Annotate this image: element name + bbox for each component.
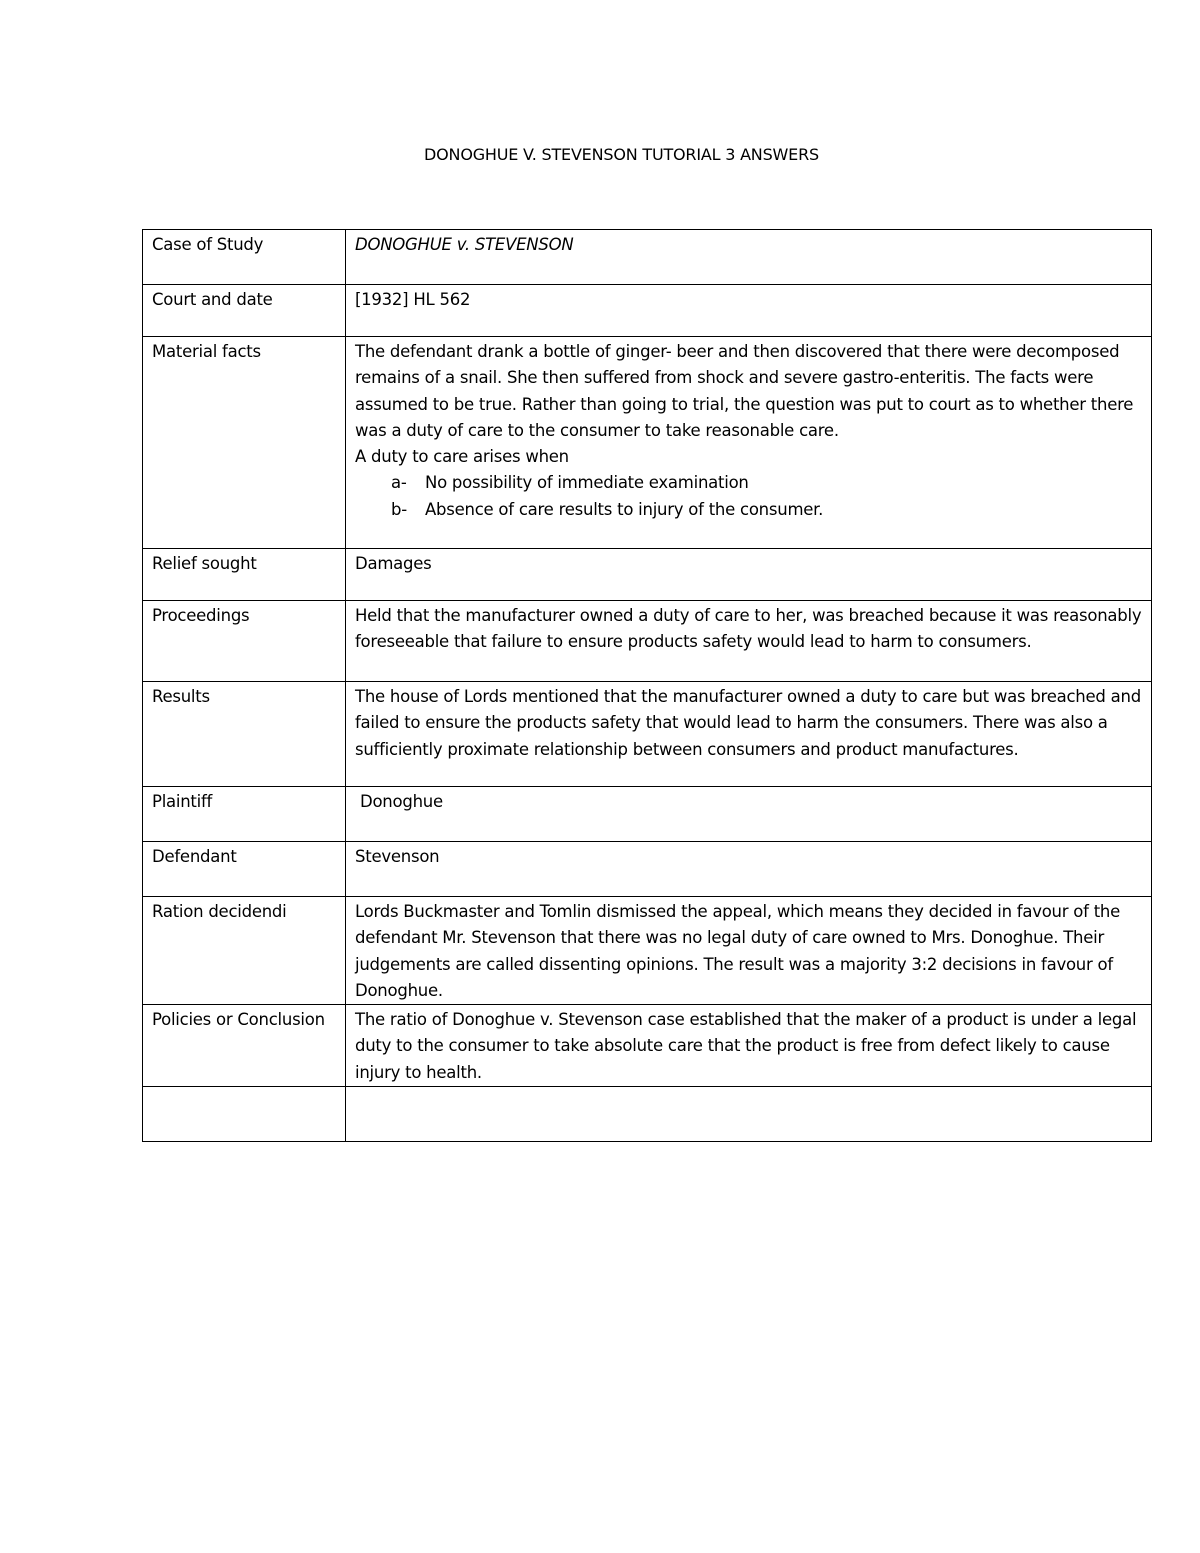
row-value: The defendant drank a bottle of ginger- beer and then discovered that there were decomposed remains of a snail. She then suffered from shock and severe gastro-enteritis. The facts were assumed to be true. Rather than going to trial, the question was put to court as to whether there was a duty of care to the consumer to take reasonable care. [355,342,1134,440]
row-label: Material facts [143,337,346,549]
row-value: Held that the manufacturer owned a duty of care to her, was breached because it was reasonably foreseeable that failure to ensure products safety would lead to harm to consumers. [346,601,1152,682]
table-row-case-of-study [143,230,1152,285]
table-row-results [143,682,1152,787]
row-value [346,1087,1152,1142]
list-item [355,470,1142,496]
list-marker: a- [391,473,407,493]
table-row-relief-sought [143,549,1152,601]
row-label: Ration decidendi [143,897,346,1005]
row-label: Plaintiff [143,787,346,842]
criteria-list [355,470,1142,523]
list-item-text: No possibility of immediate examination [425,473,749,493]
row-label: Defendant [143,842,346,897]
table-row-empty [143,1087,1152,1142]
table-row-proceedings [143,601,1152,682]
row-value: Stevenson [346,842,1152,897]
row-value: The ratio of Donoghue v. Stevenson case established that the maker of a product is under a legal duty to the consumer to take absolute care that the product is free from defect likely to cause injury to health. [346,1005,1152,1087]
row-value: Lords Buckmaster and Tomlin dismissed the appeal, which means they decided in favour of the defendant Mr. Stevenson that there was no legal duty of care owned to Mrs. Donoghue. Their judgements are called dissenting opinions. The result was a majority 3:2 decisions in favour of Donoghue. [346,897,1152,1005]
row-value: [1932] HL 562 [346,285,1152,337]
row-value: Donoghue [346,787,1152,842]
list-marker: b- [391,499,407,519]
table-row-policies-or-conclusion [143,1005,1152,1087]
row-label: Case of Study [143,230,346,285]
table-row-court-and-date [143,285,1152,337]
row-label: Court and date [143,285,346,337]
document-title: DONOGHUE V. STEVENSON TUTORIAL 3 ANSWERS [424,145,819,164]
row-value: DONOGHUE v. STEVENSON [346,230,1152,285]
row-label: Results [143,682,346,787]
row-value-extra: A duty to care arises when [355,447,569,467]
row-label: Proceedings [143,601,346,682]
list-item [355,497,1142,523]
list-item-text: Absence of care results to injury of the consumer. [425,499,824,519]
row-label [143,1087,346,1142]
table-row-ration-decidendi [143,897,1152,1005]
case-brief-table [142,229,1152,1142]
table-row-material-facts [143,337,1152,549]
row-value-cell [346,337,1152,549]
row-value: Damages [346,549,1152,601]
table-row-plaintiff [143,787,1152,842]
row-value: The house of Lords mentioned that the manufacturer owned a duty to care but was breached and failed to ensure the products safety that would lead to harm the consumers. There was also a sufficiently proximate relationship between consumers and product manufactures. [346,682,1152,787]
table-row-defendant [143,842,1152,897]
row-label: Policies or Conclusion [143,1005,346,1087]
row-label: Relief sought [143,549,346,601]
